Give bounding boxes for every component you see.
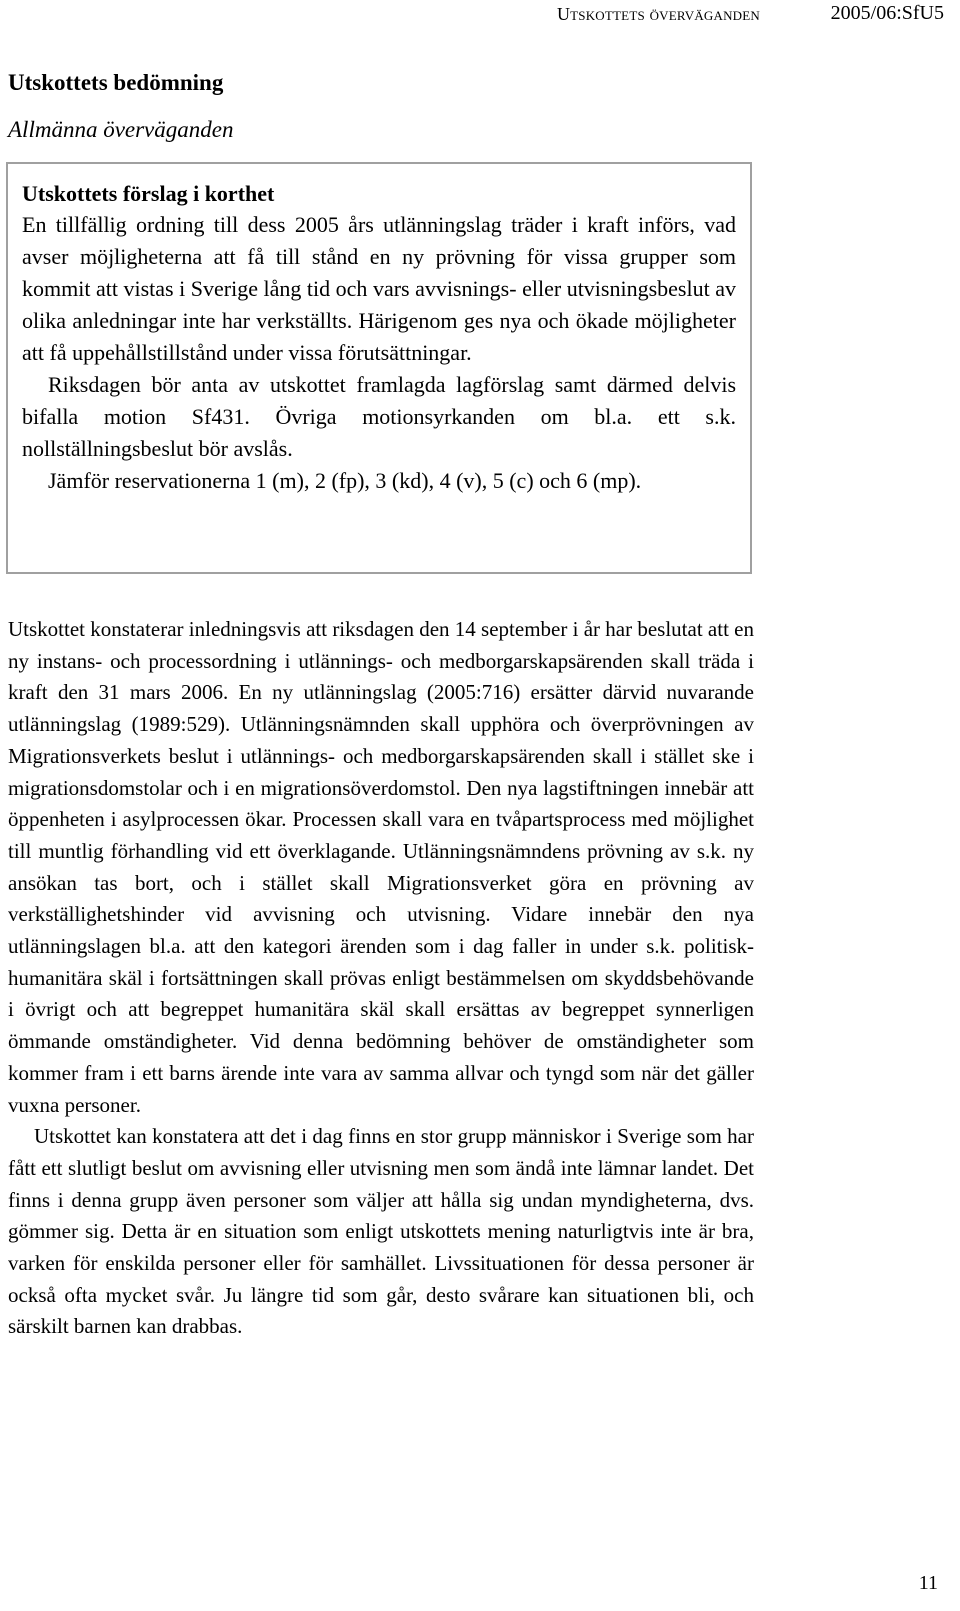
running-title: Utskottets överväganden: [556, 4, 760, 24]
summary-paragraph-1: En tillfällig ordning till dess 2005 års utlänningslag träder i kraft införs, vad avser möjligheterna att få till stånd en ny prövning för vissa grupper som kommit att vistas i Sverige lång tid och vars avvisnings- eller utvisningsbeslut av olika anledningar inte har verkställts. Härigenom ges nya och ökade möjligheter att få uppehållstillstånd under vissa förutsättningar.: [22, 212, 736, 365]
summary-box: [6, 162, 752, 574]
page-number: 11: [918, 1572, 938, 1594]
summary-paragraph-2: Riksdagen bör anta av utskottet framlagda lagförslag samt därmed delvis bifalla motion Sf431. Övriga motionsyrkanden om bl.a. ett s.k. nollställningsbeslut bör avslås.: [22, 372, 736, 461]
running-header: [0, 0, 960, 40]
summary-heading: Utskottets förslag i korthet: [22, 181, 275, 206]
document-reference: 2005/06:SfU5: [830, 2, 944, 24]
summary-paragraph-3: Jämför reservationerna 1 (m), 2 (fp), 3 (kd), 4 (v), 5 (c) och 6 (mp).: [48, 468, 642, 493]
section-title: Utskottets bedömning: [8, 70, 224, 95]
body-paragraph-2: Utskottet kan konstatera att det i dag finns en stor grupp människor i Sverige som har fått ett slutligt beslut om avvisning eller utvisning men som ändå inte lämnar landet. Det finns i denna grupp även personer som väljer att hålla sig undan myndigheterna, dvs. gömmer sig. Detta är en situation som enligt utskottets mening naturligtvis inte är bra, varken för enskilda personer eller för samhället. Livssituationen för dessa personer är också ofta mycket svår. Ju längre tid som går, desto svårare kan situationen bli, och särskilt barnen kan drabbas.: [8, 1124, 754, 1339]
body-paragraph-1: Utskottet konstaterar inledningsvis att riksdagen den 14 september i år har beslutat att en ny instans- och processordning i utlännings- och medborgarskapsärenden skall träda i kraft den 31 mars 2006. En ny utlänningslag (2005:716) ersätter därvid nuvarande utlänningslag (1989:529). Utlänningsnämnden skall upphöra och överprövningen av Migrationsverkets beslut i utlännings- och medborgarskapsärenden skall i stället ske i migrationsdomstolar och i en migrationsöverdomstol. Den nya lagstiftningen innebär att öppenheten i asylprocessen ökar. Processen skall vara en tvåpartsprocess med möjlighet till muntlig förhandling vid ett överklagande. Utlänningsnämndens prövning av s.k. ny ansökan tas bort, och i stället skall Migrationsverket göra en prövning av verkställighetshinder vid avvisning och utvisning. Vidare innebär den nya utlänningslagen bl.a. att den kategori ärenden som i dag faller in under s.k. politisk-humanitära skäl i fortsättningen skall prövas enligt bestämmelsen om skyddsbehövande i övrigt och att begreppet humanitära skäl skall ersättas av begreppet synnerligen ömmande omständigheter. Vid denna bedömning behöver de omständigheter som kommer fram i ett barns ärende inte vara av samma allvar och tyngd som när det gäller vuxna personer.: [8, 617, 754, 1117]
body-text: [8, 614, 754, 1343]
subsection-title: Allmänna överväganden: [8, 117, 234, 142]
